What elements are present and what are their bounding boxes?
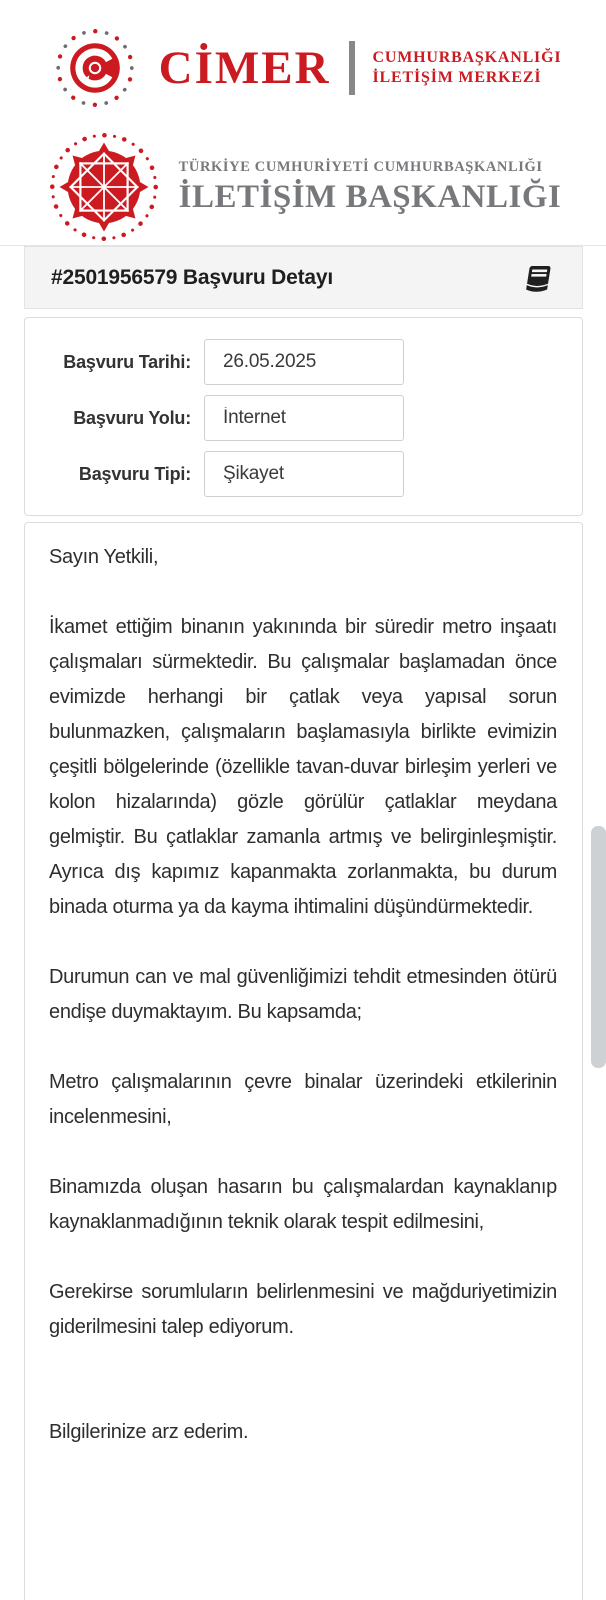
cimer-wordmark: CİMER	[158, 42, 331, 94]
form-row-basvuru-tarihi	[25, 339, 582, 385]
basvuru-tarihi-label: Başvuru Tarihi:	[63, 351, 191, 372]
letter-paragraph: Binamızda oluşan hasarın bu çalışmalardan kaynaklanıp kaynaklanmadığının teknik olarak tespit edilmesini,	[49, 1176, 557, 1233]
logo-divider	[349, 41, 355, 95]
book-icon[interactable]	[524, 264, 556, 292]
basvuru-tipi-input[interactable]	[204, 451, 404, 497]
letter-closing: Bilgilerinize arz ederim.	[49, 1421, 249, 1443]
letter-paragraph: Durumun can ve mal güvenliğimizi tehdit etmesinden ötürü endişe duymaktayım. Bu kapsamda;	[49, 966, 557, 1023]
directorate-overline: TÜRKİYE CUMHURİYETİ CUMHURBAŞKANLIĞI	[178, 158, 543, 175]
letter-paragraph: Sayın Yetkili,	[49, 546, 159, 568]
scrollbar-thumb[interactable]	[591, 826, 606, 1068]
directorate-text	[179, 159, 562, 216]
form-row-basvuru-yolu	[25, 395, 582, 441]
basvuru-yolu-input[interactable]	[204, 395, 404, 441]
brand-header	[0, 0, 606, 245]
cimer-tagline	[373, 48, 562, 88]
basvuru-tipi-label: Başvuru Tipi:	[78, 463, 191, 484]
detail-titlebar	[24, 246, 583, 309]
cimer-logo	[0, 20, 606, 116]
cimer-tagline-line1: CUMHURBAŞKANLIĞI	[372, 49, 562, 66]
cimer-tagline-line2: İLETİŞİM MERKEZİ	[372, 69, 542, 86]
basvuru-yolu-label: Başvuru Yolu:	[73, 407, 191, 428]
letter-paragraph: Gerekirse sorumluların belirlenmesini ve mağduriyetimizin giderilmesini talep ediyorum.	[49, 1281, 557, 1338]
cimer-emblem-icon	[45, 20, 145, 116]
application-meta-panel	[24, 317, 583, 516]
letter-paragraph: İkamet ettiğim binanın yakınında bir süredir metro inşaatı çalışmaları sürmektedir. Bu çalışmalar başlamadan önce evimizde herhangi bir çatlak veya yapısal sorun bulunmazken, çalışmaların başlamasıyla birlikte evimizin çeşitli bölgelerinde (özellikle tavan-duvar birleşim yerleri ve kolon hizalarında) gözle görülür çatlaklar meydana gelmiştir. Bu çatlaklar zamanla artmış ve belirginleşmiştir. Ayrıca dış kapımız kapanmakta zorlanmakta, bu durum binada oturma ya da kayma ihtimalini düşündürmektedir.	[49, 616, 557, 918]
directorate-logo	[0, 128, 606, 246]
application-detail	[24, 246, 583, 1600]
page-title: #2501956579 Başvuru Detayı	[51, 265, 334, 289]
letter-panel	[24, 522, 583, 1600]
letter-paragraph: Metro çalışmalarının çevre binalar üzerindeki etkilerinin incelenmesini,	[49, 1071, 557, 1128]
directorate-name: İLETİŞİM BAŞKANLIĞI	[178, 178, 562, 215]
form-row-basvuru-tipi	[25, 451, 582, 497]
directorate-emblem-icon	[45, 128, 163, 246]
basvuru-tarihi-input[interactable]	[204, 339, 404, 385]
